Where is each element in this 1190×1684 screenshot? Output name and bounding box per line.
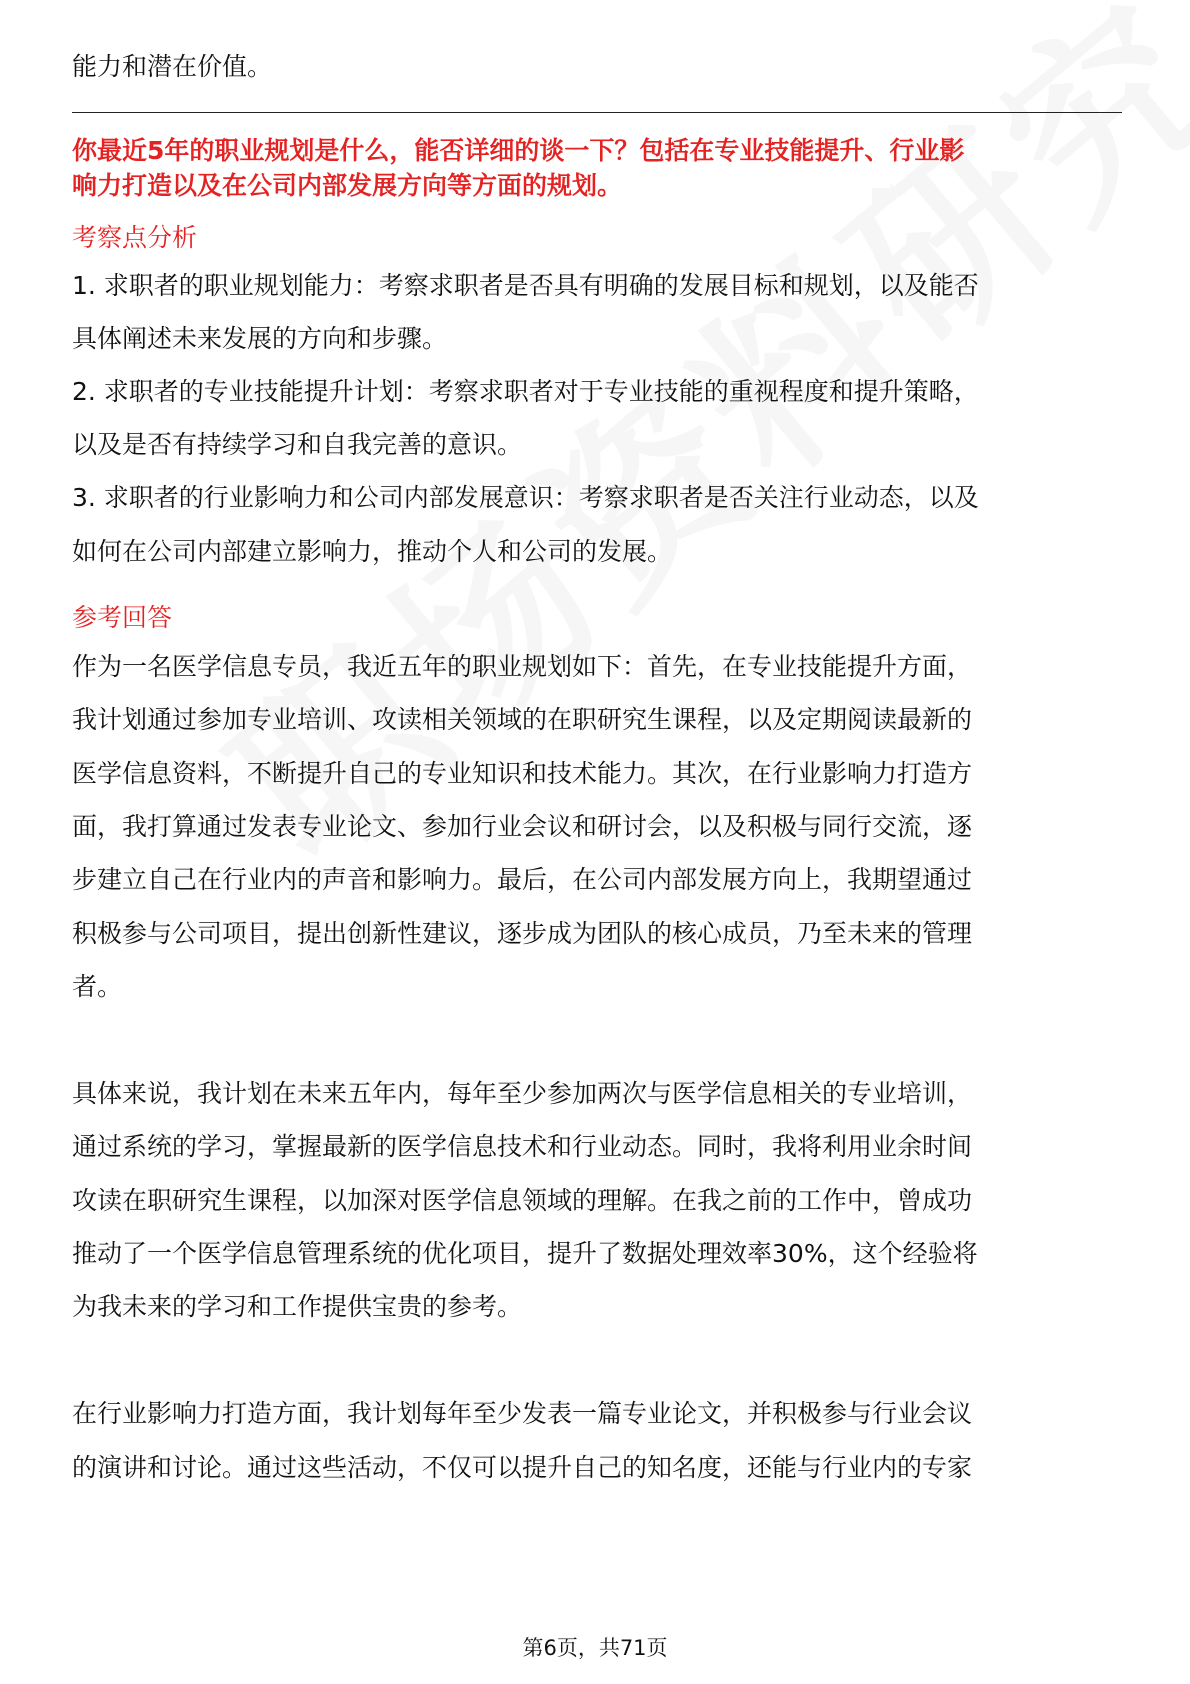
answer-p2-line-3: 攻读在职研究生课程，以加深对医学信息领域的理解。在我之前的工作中，曾成功 bbox=[72, 1186, 973, 1215]
answer-p3-line-1: 在行业影响力打造方面，我计划每年至少发表一篇专业论文，并积极参与行业会议 bbox=[72, 1399, 973, 1428]
answer-p1-line-5: 步建立自己在行业内的声音和影响力。最后，在公司内部发展方向上，我期望通过 bbox=[72, 865, 973, 894]
answer-p2-line-1: 具体来说，我计划在未来五年内，每年至少参加两次与医学信息相关的专业培训， bbox=[72, 1079, 973, 1108]
analysis-line-5: 3. 求职者的行业影响力和公司内部发展意识：考察求职者是否关注行业动态，以及 bbox=[72, 483, 979, 512]
answer-p2-line-2: 通过系统的学习，掌握最新的医学信息技术和行业动态。同时，我将利用业余时间 bbox=[72, 1132, 973, 1161]
intro-tail-text: 能力和潜在价值。 bbox=[72, 52, 273, 81]
answer-heading: 参考回答 bbox=[72, 603, 173, 632]
answer-p2-line-5: 为我未来的学习和工作提供宝贵的参考。 bbox=[72, 1292, 523, 1321]
analysis-line-4: 以及是否有持续学习和自我完善的意识。 bbox=[72, 430, 523, 459]
question-line-1: 你最近5年的职业规划是什么，能否详细的谈一下？包括在专业技能提升、行业影 bbox=[72, 136, 965, 165]
analysis-heading: 考察点分析 bbox=[72, 223, 198, 252]
answer-p3-line-2: 的演讲和讨论。通过这些活动，不仅可以提升自己的知名度，还能与行业内的专家 bbox=[72, 1453, 973, 1482]
answer-p1-line-6: 积极参与公司项目，提出创新性建议，逐步成为团队的核心成员，乃至未来的管理 bbox=[72, 919, 973, 948]
analysis-line-3: 2. 求职者的专业技能提升计划：考察求职者对于专业技能的重视程度和提升策略， bbox=[72, 377, 979, 406]
answer-p1-line-4: 面，我打算通过发表专业论文、参加行业会议和研讨会，以及积极与同行交流，逐 bbox=[72, 812, 973, 841]
answer-p1-line-7: 者。 bbox=[72, 972, 123, 1001]
answer-p1-line-1: 作为一名医学信息专员，我近五年的职业规划如下：首先，在专业技能提升方面， bbox=[72, 652, 973, 681]
analysis-line-2: 具体阐述未来发展的方向和步骤。 bbox=[72, 324, 448, 353]
section-divider bbox=[72, 112, 1122, 113]
analysis-line-1: 1. 求职者的职业规划能力：考察求职者是否具有明确的发展目标和规划，以及能否 bbox=[72, 271, 979, 300]
analysis-line-6: 如何在公司内部建立影响力，推动个人和公司的发展。 bbox=[72, 537, 673, 566]
page-footer: 第6页，共71页 bbox=[522, 1636, 668, 1660]
question-line-2: 响力打造以及在公司内部发展方向等方面的规划。 bbox=[72, 171, 623, 200]
answer-p2-line-4: 推动了一个医学信息管理系统的优化项目，提升了数据处理效率30%，这个经验将 bbox=[72, 1239, 978, 1268]
answer-p1-line-3: 医学信息资料，不断提升自己的专业知识和技术能力。其次，在行业影响力打造方 bbox=[72, 759, 973, 788]
answer-p1-line-2: 我计划通过参加专业培训、攻读相关领域的在职研究生课程，以及定期阅读最新的 bbox=[72, 705, 973, 734]
